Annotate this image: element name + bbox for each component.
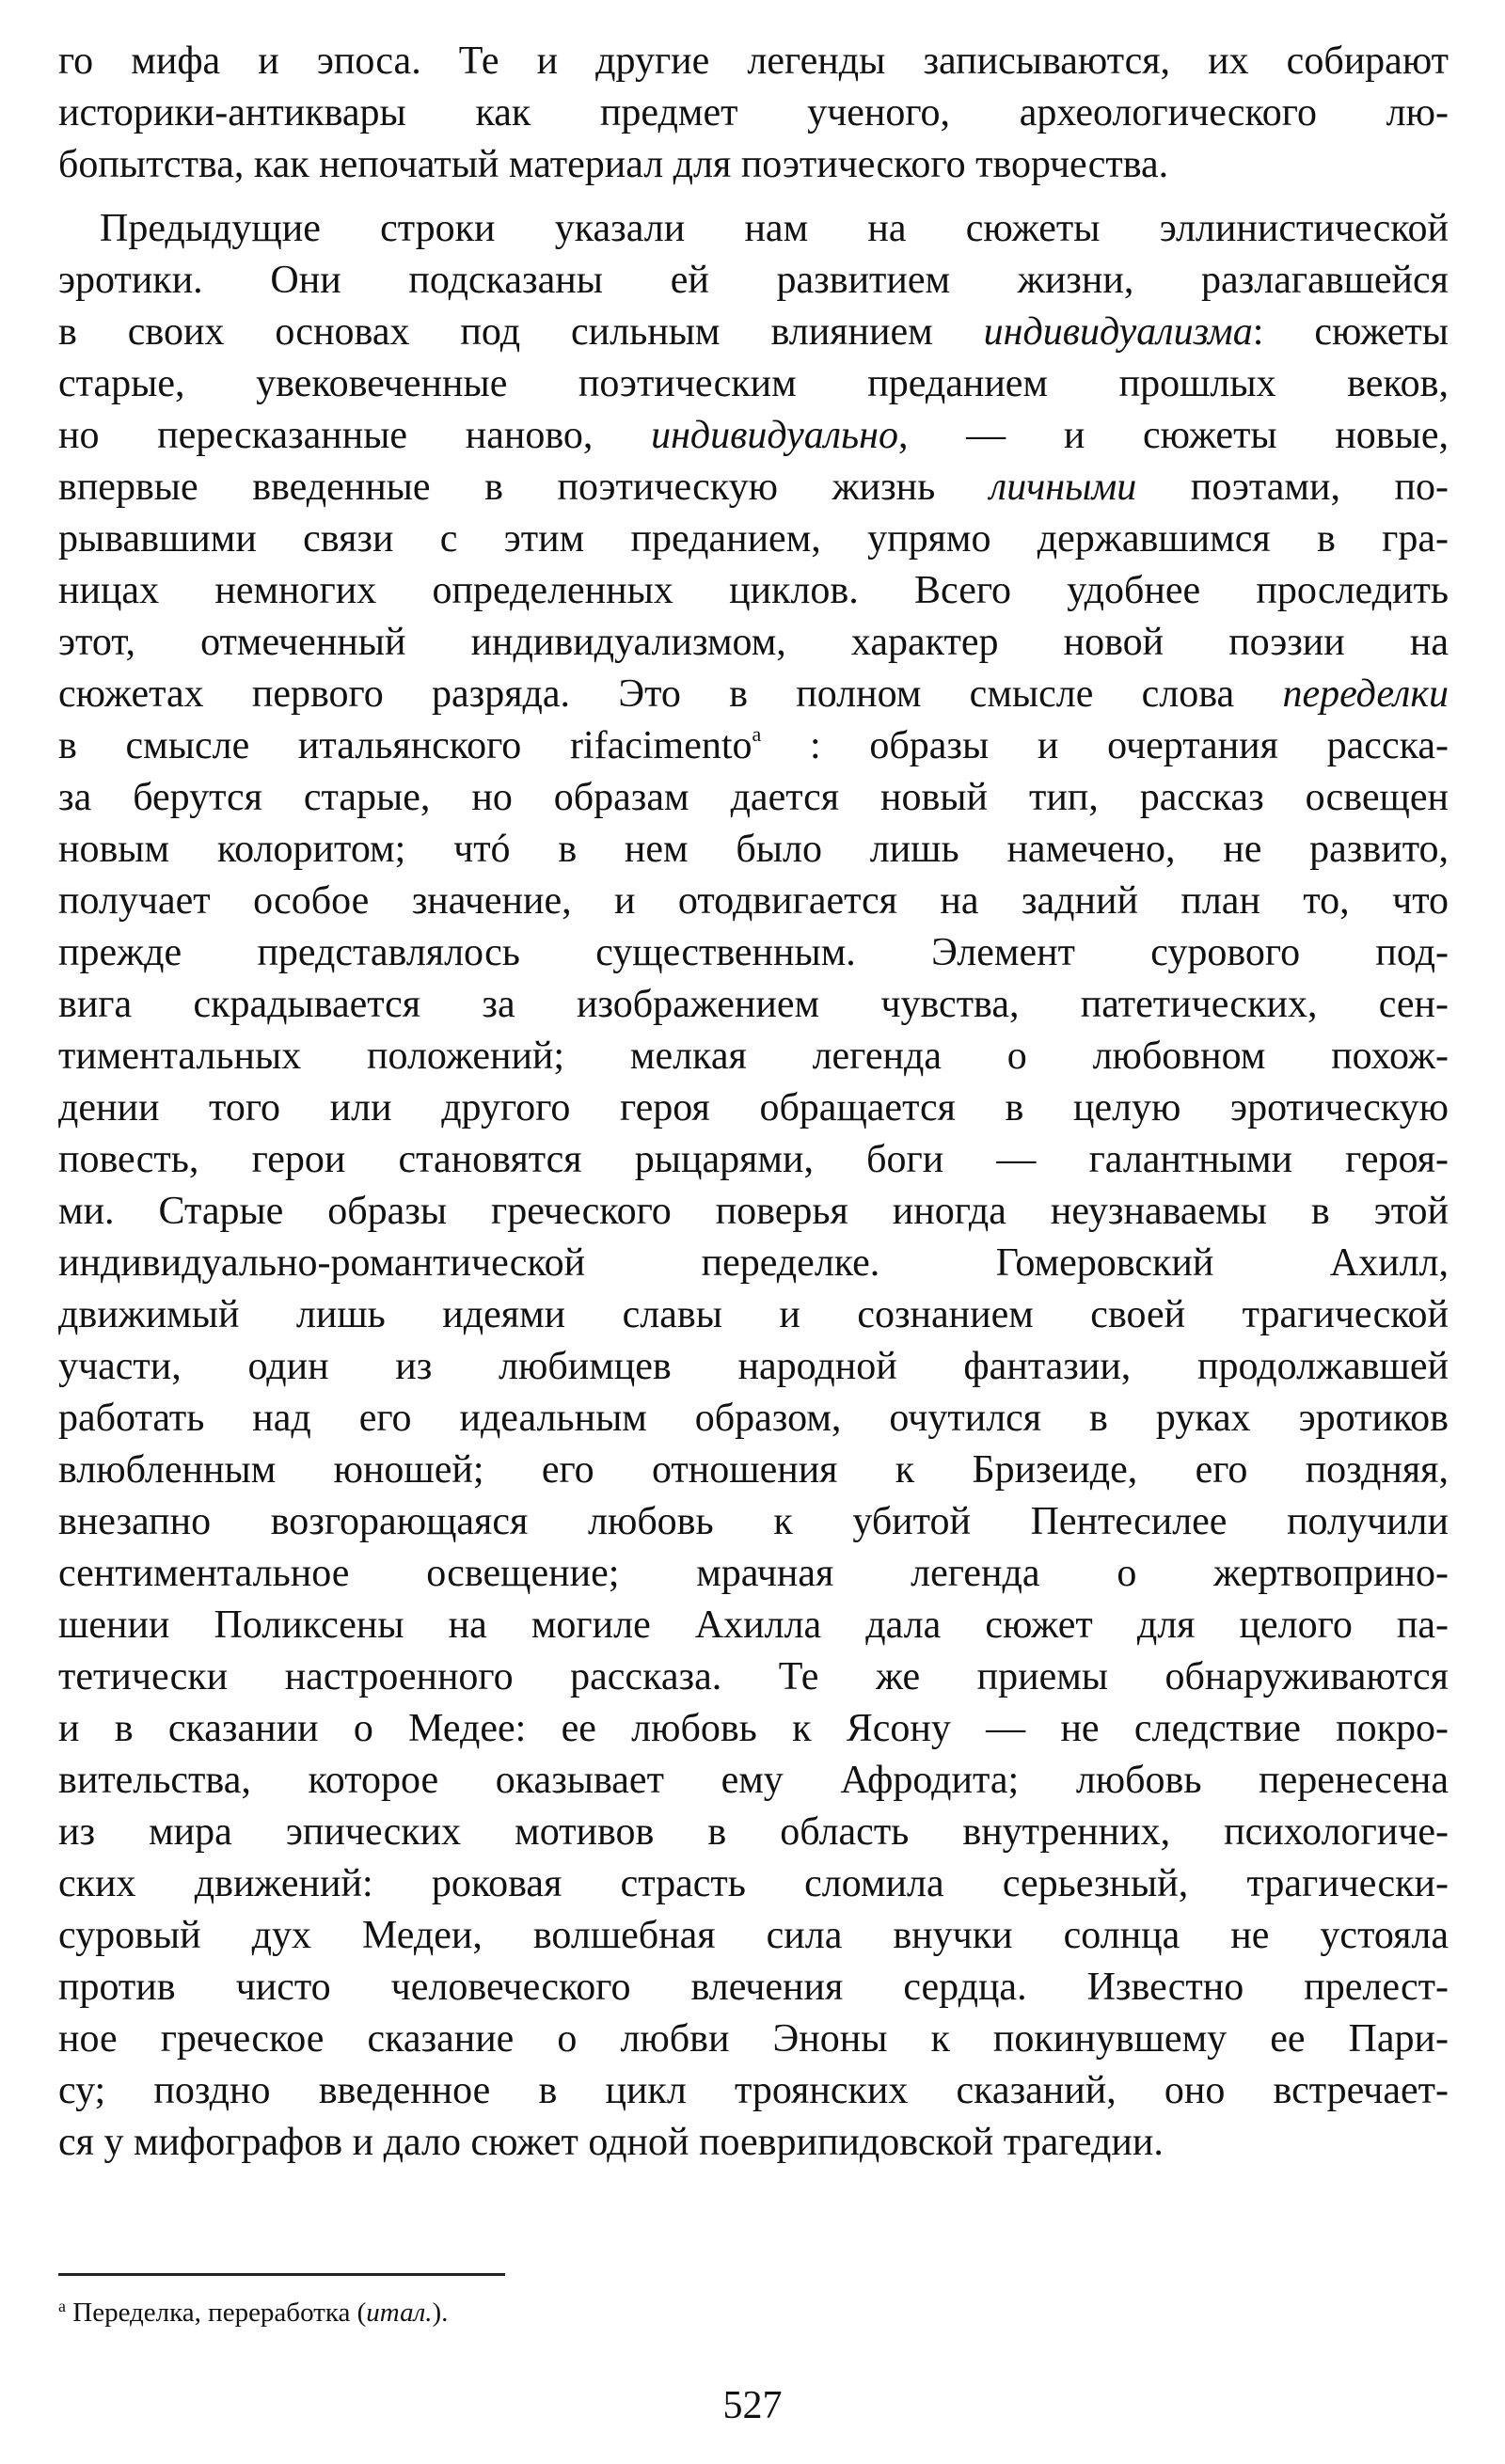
text-line: работать над его идеальным образом, очутился в руках эротиков bbox=[58, 1397, 1449, 1440]
text-line: тетически настроенного рассказа. Те же приемы обнаруживаются bbox=[58, 1655, 1449, 1698]
text-line: индивидуально-романтической переделке. Гомеровский Ахилл, bbox=[58, 1241, 1449, 1285]
text-line: внезапно возгорающаяся любовь к убитой Пентесилее получили bbox=[58, 1500, 1449, 1543]
text-line: вительства, которое оказывает ему Афродита; любовь перенесена bbox=[58, 1759, 1449, 1802]
text-line: суровый дух Медеи, волшебная сила внучки солнца не устояла bbox=[58, 1914, 1449, 1957]
paragraph-2 bbox=[58, 203, 1449, 2169]
text-line: су; поздно введенное в цикл троянских сказаний, оно встречает- bbox=[58, 2069, 1449, 2112]
text-line: но пересказанные наново, индивидуально, — и сюжеты новые, bbox=[58, 414, 1449, 457]
text-line: сюжетах первого разряда. Это в полном смысле слова переделки bbox=[58, 672, 1449, 716]
page-number: 527 bbox=[722, 2384, 783, 2427]
text-line: ное греческое сказание о любви Эноны к покинувшему ее Пари- bbox=[58, 2017, 1449, 2061]
text-line: движимый лишь идеями славы и сознанием своей трагической bbox=[58, 1293, 1449, 1336]
text-line: в смысле итальянского rifacimento$^а$ : образы и очертания расска- bbox=[58, 722, 1449, 767]
text-line: ницах немногих определенных циклов. Всего удобнее проследить bbox=[58, 569, 1449, 612]
text-line: го мифа и эпоса. Те и другие легенды записываются, их собирают bbox=[58, 39, 1449, 83]
text-line: сентиментальное освещение; мрачная легенда о жертвоприно- bbox=[58, 1552, 1449, 1595]
footnote-marker: а bbox=[58, 2297, 66, 2315]
text-line: влюбленным юношей; его отношения к Бризеиде, его поздняя, bbox=[58, 1448, 1449, 1492]
footnote-divider bbox=[58, 2273, 505, 2276]
text-line: ми. Старые образы греческого поверья иногда неузнаваемы в этой bbox=[58, 1190, 1449, 1233]
text-line: из мира эпических мотивов в область внутренних, психологиче- bbox=[58, 1810, 1449, 1854]
text-line: новым колоритом; чтó в нем было лишь намечено, не развито, bbox=[58, 828, 1449, 871]
text-line: в своих основах под сильным влиянием индивидуализма: сюжеты bbox=[58, 310, 1450, 354]
text-line: участи, один из любимцев народной фантазии, продолжавшей bbox=[58, 1345, 1449, 1388]
text-line: историки-антиквары как предмет ученого, археологического лю- bbox=[58, 91, 1449, 134]
footnote-text: Переделка, переработка (итал.). bbox=[72, 2298, 449, 2328]
text-line: за берутся старые, но образам дается новый тип, рассказ освещен bbox=[58, 776, 1449, 819]
text-line: против чисто человеческого влечения сердца. Известно прелест- bbox=[58, 1966, 1449, 2009]
text-line: бопытства, как непочатый материал для поэтического творчества. bbox=[58, 143, 1169, 186]
text-line: и в сказании о Медее: ее любовь к Ясону — не следствие покро- bbox=[58, 1707, 1449, 1750]
text-line: впервые введенные в поэтическую жизнь личными поэтами, по- bbox=[58, 466, 1449, 509]
text-line: повесть, герои становятся рыцарями, боги — галантными героя- bbox=[58, 1138, 1449, 1181]
text-line: ся у мифографов и дало сюжет одной поеврипидовской трагедии. bbox=[58, 2121, 1164, 2164]
text-line: ских движений: роковая страсть сломила серьезный, трагически- bbox=[58, 1862, 1449, 1905]
text-line: дении того или другого героя обращается в целую эротическую bbox=[58, 1086, 1449, 1129]
text-line: рывавшими связи с этим преданием, упрямо державшимся в гра- bbox=[58, 517, 1449, 561]
text-line: прежде представлялось существенным. Элемент сурового под- bbox=[58, 931, 1449, 974]
text-line: этот, отмеченный индивидуализмом, характер новой поэзии на bbox=[58, 621, 1449, 664]
text-line: эротики. Они подсказаны ей развитием жизни, разлагавшейся bbox=[58, 259, 1449, 302]
paragraph-1 bbox=[58, 36, 1449, 191]
page-body bbox=[58, 36, 1449, 2169]
text-line: вига скрадывается за изображением чувства, патетических, сен- bbox=[58, 983, 1449, 1026]
text-line: шении Поликсены на могиле Ахилла дала сюжет для целого па- bbox=[58, 1603, 1449, 1647]
footnote bbox=[58, 2297, 448, 2329]
text-line: Предыдущие строки указали нам на сюжеты эллинистической bbox=[100, 207, 1449, 250]
text-line: старые, увековеченные поэтическим преданием прошлых веков, bbox=[58, 362, 1449, 405]
text-line: получает особое значение, и отодвигается на задний план то, что bbox=[58, 879, 1449, 923]
text-line: тиментальных положений; мелкая легенда о любовном похож- bbox=[58, 1035, 1449, 1078]
